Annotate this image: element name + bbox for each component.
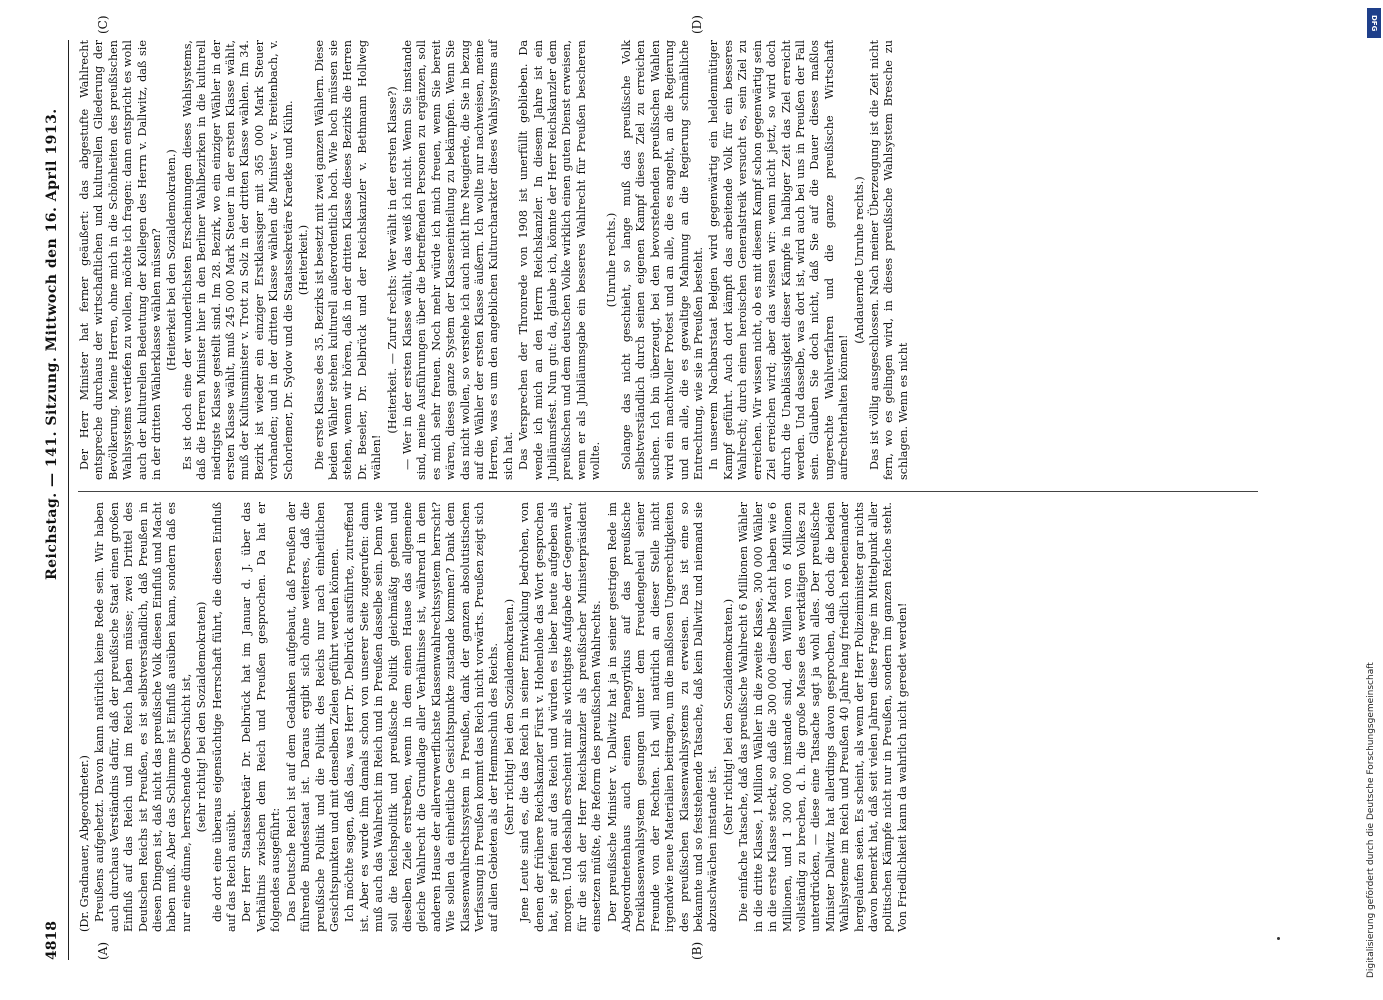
digitization-note-text: Digitalisierung gefördert durch die Deutsche Forschungsgemeinschaft — [1366, 662, 1376, 978]
stage-direction: (Andauernde Unruhe rechts.) — [852, 176, 866, 344]
paragraph: Es ist doch eine der wunderlichsten Erscheinungen dieses Wahlsystems, daß die Herren Minister hier in den Berliner Wahlbezirken in die kulturell niedrigste Klasse gestellt sind. Im 28. Bezirk, wo ein einziger Wähler in der ersten Klasse wählt, muß 245 000 Mark Steuer in der ersten Klasse wählt, muß der Kultusminister v. Trott zu Solz in der dritten Klasse wählen. Im 34. Bezirk ist wieder ein einziger Erstklassiger mit 365 000 Mark Steuer vorhanden; und in der dritten Klasse wählen die Minister v. Breitenbach, v. Schorlemer, Dr. Sydow und die Staatssekretäre Kraetke und Kühn. — [180, 40, 295, 480]
left-column — [78, 502, 911, 932]
paragraph: Jene Leute sind es, die das Reich in seiner Entwicklung bedrohen, von denen der frühere Reichskanzler Fürst v. Hohenlohe das Wort gesprochen hat, sie pfeifen auf das Reich und würden es lieber heute aufgeben als morgen. Und deshalb erscheint mir als wichtigste Aufgabe der Gegenwart, für die sich der Herr Reichskanzler als preußischer Ministerpräsident einsetzen müßte, die Reform des preußischen Wahlrechts. — [518, 502, 604, 932]
stage-direction: (sehr richtig! bei den Sozialdemokraten) — [195, 601, 209, 833]
page-number: 4818 — [44, 921, 60, 960]
right-column — [78, 40, 912, 480]
paragraph: Preußens aufgehetzt. Davon kann natürlich keine Rede sein. Wir haben auch durchaus Verständnis dafür, daß der preußische Staat einen großen Einfluß auf das Reich und im Reich haben müsse; zwei Drittel des Deutschen Reichs ist Preußen, es ist selbstverständlich, daß Preußen in diesen Dingen ist, daß nicht das preußische Volk diesen Einfluß und Macht haben muß. Aber das Schlimme ist Einfluß ausüben kann, sondern daß es nur eine dünne, herrschende Oberschicht ist, — [93, 502, 193, 932]
header-rule — [68, 40, 69, 960]
paragraph: Solange das nicht geschieht, so lange muß das preußische Volk selbstverständlich durch seinen eigenen Kampf dieses Ziel zu erreichen suchen. Ich bin überzeugt, bei den bevorstehenden preußischen Wahlen wird ein machtvoller Protest und an alle, die es angeht, an die Regierung und an alle, die es gewaltige Mahnung an die Regierung schmähliche Entrechtung, wie sie in Preußen besteht. — [620, 40, 706, 480]
paragraph: — Wer in der ersten Klasse wählt, das weiß ich nicht. Wenn Sie imstande sind, meine Ausführungen über die betreffenden Personen zu ergänzen, soll es mich sehr freuen. Noch mehr würde ich mich freuen, wenn Sie bereit wären, dieses ganze System der Klasseneinteilung zu bekämpfen. Wenn Sie das nicht wollen, so verstehe ich auch nicht Ihre Neugierde, die Sie in bezug auf die Wähler der ersten Klasse äußern. Ich wollte nur nachweisen, meine Herren, was es um den angeblichen Kulturcharakter dieses Wahlsystems auf sich hat. — [400, 40, 515, 480]
paragraph: Das Versprechen der Thronrede von 1908 ist unerfüllt geblieben. Da wende ich mich an den Herrn Reichskanzler. In diesem Jahre ist ein Jubiläumsfest. Nun gut: da, glaube ich, könnte der Herr Reichskanzler dem preußischen und dem deutschen Volke wirklich einen guten Dienst erweisen, wenn er als Jubiläumsgabe ein besseres Wahlrecht für Preußen bescheren wollte. — [517, 40, 603, 480]
stage-direction: (Heiterkeit. — Zuruf rechts: Wer wählt in der ersten Klasse?) — [385, 86, 399, 434]
speaker-line: (Dr. Gradnauer, Abgeordneter.) — [78, 755, 91, 932]
column-divider — [78, 491, 1258, 492]
stage-direction: (Heiterkeit bei den Sozialdemokraten.) — [165, 149, 179, 371]
paragraph: Die einfache Tatsache, daß das preußische Wahlrecht 6 Millionen Wähler in die dritte Klasse, 1 Million Wähler in die zweite Klasse, 300 000 Wähler in die erste Klasse steckt, so daß die 300 000 dieselbe Macht haben wie 6 Millionen, und 1 300 000 imstande sind, den Willen von 6 Millionen vollständig zu brechen, d. h. die große Masse des werktätigen Volkes zu unterdrücken, — diese eine Tatsache sagt ja wohl alles. Der preußische Minister Dallwitz hat allerdings davon gesprochen, daß doch die beiden Wahlsysteme im Reich und Preußen 40 Jahre lang friedlich nebeneinander hergelaufen seien. Es scheint, als wenn der Herr Polizeiminister gar nichts davon bemerkt hat, daß seit vielen Jahren diese Frage im Mittelpunkt aller politischen Kämpfe nicht nur in Preußen, sondern im ganzen Reiche steht. Von Friedlichkeit kann da wahrlich nicht geredet werden! — [737, 502, 909, 932]
stage-direction: (Unruhe rechts.) — [604, 212, 618, 308]
paragraph: Der preußische Minister v. Dallwitz hat ja in seiner gestrigen Rede im Abgeordnetenhaus auch einen Panegyrikus auf das preußische Dreiklassenwahlsystem gesungen unter dem Freudengeheul seiner Freunde von der Rechten. Ich will natürlich an dieser Stelle nicht irgendwie neue Materialien beitragen, um die maßlosen Ungerechtigkeiten des preußischen Klassenwahlsystems zu erweisen. Das ist eine so bekannte und so feststehende Tatsache, daß kein Dallwitz und niemand sie abzuschwächen imstande ist. — [605, 502, 720, 932]
page-title: Reichstag. — 141. Sitzung. Mittwoch den 16. April 1913. — [44, 108, 60, 580]
paragraph: Der Herr Minister hat ferner geäußert: das abgestufte Wahlrecht entspreche durchaus der wirtschaftlichen und kulturellen Gliederung der Bevölkerung. Meine Herren, ohne mich in die Schönheiten des preußischen Wahlsystems vertiefen zu wollen, möchte ich fragen: dann entspricht es wohl auch der kulturellen Bedeutung der Kollegen des Herrn v. Dallwitz, daß sie in der dritten Wählerklasse wählen müssen? — [78, 40, 164, 480]
page-header — [42, 40, 66, 960]
margin-marker-b: (B) — [690, 941, 704, 960]
digitization-note — [1366, 18, 1380, 978]
stage-direction: (Sehr richtig! bei den Sozialdemokraten.) — [721, 598, 735, 836]
paragraph: Der Herr Staatssekretär Dr. Delbrück hat im Januar d. J. über das Verhältnis zwischen dem Reich und Preußen gesprochen. Da hat er folgendes ausgeführt: — [240, 502, 283, 932]
margin-marker-c: (C) — [96, 15, 110, 34]
paragraph: Ich möchte sagen, daß das, was Herr Dr. Delbrück ausführte, zutreffend ist. Aber es wurde ihm damals schon von unserer Seite zugerufen: dann muß auch das Wahlrecht im Reich und in Preußen dasselbe sein. Denn wie soll die Reichspolitik und preußische Politik gleichmäßig gehen und dieselben Ziele erstreben, wenn in dem einen Hause das allgemeine gleiche Wahlrecht die Grundlage aller Verhältnisse ist, während in dem anderen Hause der allerverwerflichste Klassenwahlrechtssystem herrscht? Wie sollen da einheitliche Gesichtspunkte zustande kommen? Dank dem Klassenwahlrechtssystem in Preußen, dank der ganzen absolutistischen Verfassung in Preußen kommt das Reich nicht vorwärts. Preußen zeigt sich auf allen Gebieten als der Hemmschuh des Reichs. — [343, 502, 501, 932]
dfg-logo: DFG — [1367, 8, 1381, 38]
paragraph: die dort eine überaus eigensüchtige Herrschaft führt, die diesen Einfluß auf das Reich ausübt. — [210, 502, 239, 932]
paragraph: In unserem Nachbarstaat Belgien wird gegenwärtig ein heldenmütiger Kampf geführt. Auch dort kämpft das arbeitende Volk für ein besseres Wahlrecht; durch einen heroischen Generalstreik versucht es, sein Ziel zu erreichen. Wir wissen nicht, ob es mit diesem Kampf schon gegenwärtig sein Ziel erreichen wird; aber das wissen wir: wenn nicht jetzt, so wird doch durch die Unablässigkeit dieser Kämpfe in halbiger Zeit das Ziel erreicht werden. Und dasselbe, was dort ist, wird auch bei uns in Preußen der Fall sein. Glauben Sie doch nicht, daß Sie auf die Dauer dieses maßlos ungerechte Wahlverfahren und die ganze preußische Wirtschaft aufrechterhalten können! — [707, 40, 851, 480]
margin-marker-a: (A) — [96, 941, 110, 960]
margin-marker-d: (D) — [690, 15, 704, 34]
stage-direction: (Heiterkeit.) — [297, 224, 311, 296]
paragraph: Das ist völlig ausgeschlossen. Nach meiner Überzeugung ist die Zeit nicht fern, wo es gelingen wird, in dieses preußische Wahlsystem Bresche zu schlagen. Wenn es nicht — [867, 40, 910, 480]
stage-direction: (Sehr richtig! bei den Sozialdemokraten.) — [502, 598, 516, 836]
scan-speck — [1277, 937, 1280, 940]
paragraph: Das Deutsche Reich ist auf dem Gedanken aufgebaut, daß Preußen der führende Bundesstaat ist. Daraus ergibt sich ohne weiteres, daß die preußische Politik und die Politik des Reichs nur nach einheitlichen Gesichtspunkten und mit denselben Zielen geführt werden können. — [284, 502, 341, 932]
paragraph: Die erste Klasse des 35. Bezirks ist besetzt mit zwei ganzen Wählern. Diese beiden Wähler stehen kulturell außerordentlich hoch. Wie hoch müssen sie stehen, wenn wir hören, daß in der dritten Klasse dieses Bezirks die Herren Dr. Beseler, Dr. Delbrück und der Reichskanzler v. Bethmann Hollweg wählen! — [312, 40, 384, 480]
